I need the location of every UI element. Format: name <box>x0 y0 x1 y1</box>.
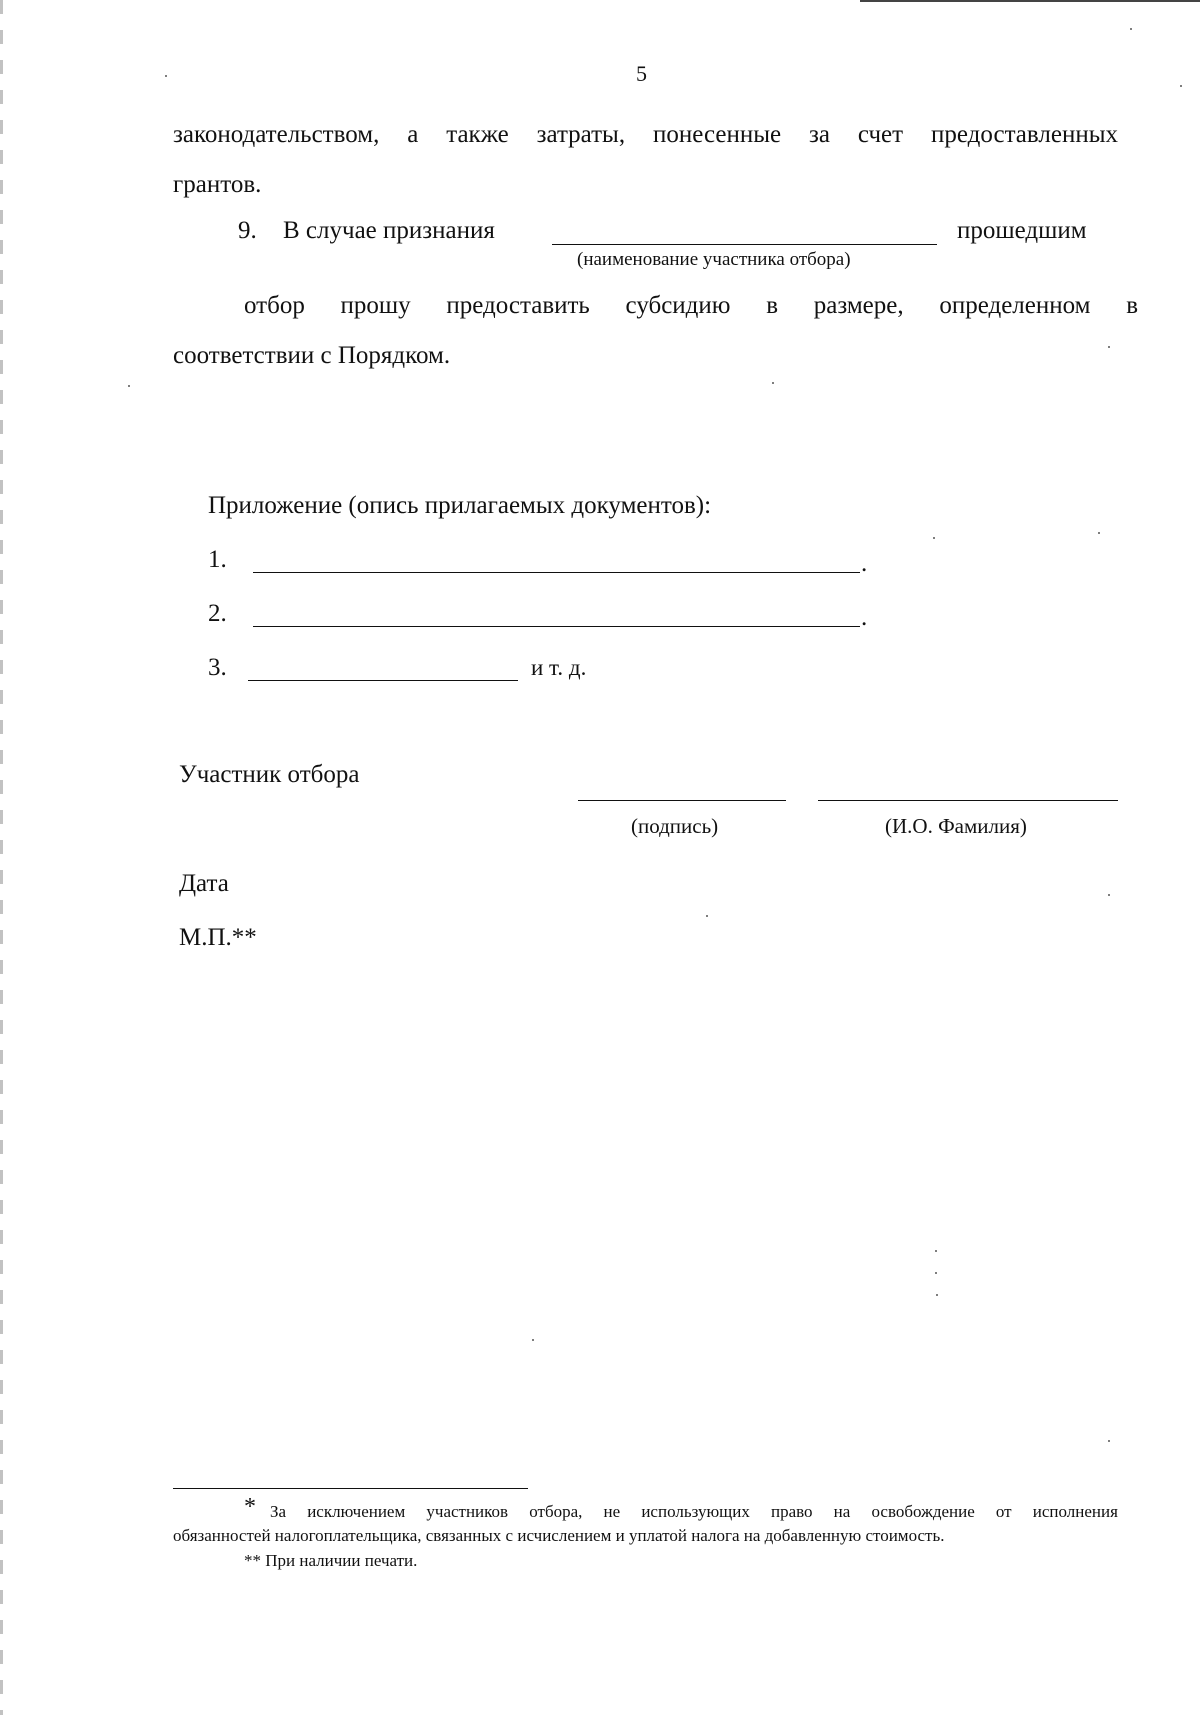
page-number: 5 <box>636 61 647 86</box>
word: от <box>995 1502 1012 1521</box>
participant-name-blank[interactable] <box>552 244 937 245</box>
word: не <box>603 1502 621 1521</box>
word: определенном <box>939 292 1091 319</box>
word: прошу <box>340 292 411 319</box>
attachment-2-blank[interactable] <box>253 626 860 627</box>
scan-left-edge <box>0 0 3 1715</box>
attachment-1-end: . <box>861 550 868 577</box>
signature-blank[interactable] <box>578 800 786 801</box>
word: за <box>809 121 830 148</box>
footnote-1-marker: * <box>244 1494 256 1520</box>
word: освобождение <box>871 1502 975 1521</box>
continuation-line-1 <box>173 121 1118 149</box>
name-caption: (И.О. Фамилия) <box>885 814 1027 838</box>
word: счет <box>857 121 904 148</box>
item-9-line-2 <box>244 292 1138 320</box>
word: отбор <box>244 292 305 319</box>
word: размере, <box>813 292 904 319</box>
word: в <box>1126 292 1138 319</box>
footnote-1-line-1 <box>270 1502 1118 1522</box>
item-9-lead: В случае признания <box>283 217 495 244</box>
word: исполнения <box>1032 1502 1118 1521</box>
word: предоставленных <box>930 121 1118 148</box>
word: предоставить <box>446 292 590 319</box>
participant-label: Участник отбора <box>179 761 360 788</box>
word: а <box>407 121 419 148</box>
attachment-2-end: . <box>861 604 868 631</box>
word: участников <box>426 1502 509 1521</box>
scan-speck <box>532 1339 534 1341</box>
attachment-3-blank[interactable] <box>248 680 518 681</box>
scan-speck <box>935 1272 937 1274</box>
word: За <box>270 1502 287 1521</box>
scan-speck <box>1180 85 1182 87</box>
word: законодательством, <box>173 121 380 148</box>
item-9-trailing: прошедшим <box>957 217 1087 244</box>
footnote-1-line-2: обязанностей налогоплательщика, связанных с исчислением и уплатой налога на добавленную стоимость. <box>173 1526 945 1545</box>
scan-top-edge <box>860 0 1200 2</box>
word: исключением <box>307 1502 406 1521</box>
scan-speck <box>772 382 774 384</box>
attachment-3-number: 3. <box>208 654 227 681</box>
scan-speck <box>128 385 130 387</box>
word: право <box>770 1502 813 1521</box>
scan-speck <box>935 1250 937 1252</box>
item-9-number: 9. <box>238 217 257 244</box>
scan-speck <box>933 537 935 539</box>
scan-speck <box>165 75 167 77</box>
word: использующих <box>641 1502 750 1521</box>
word: субсидию <box>625 292 731 319</box>
attachment-2-number: 2. <box>208 600 227 627</box>
signature-caption: (подпись) <box>631 814 719 838</box>
stamp-label: М.П.** <box>179 924 257 951</box>
scan-speck <box>706 915 708 917</box>
scan-speck <box>1108 346 1110 348</box>
scan-speck <box>936 1294 938 1296</box>
scan-speck <box>1098 532 1100 534</box>
attachment-1-blank[interactable] <box>253 572 860 573</box>
scan-speck <box>1108 894 1110 896</box>
continuation-line-2: грантов. <box>173 171 262 198</box>
name-blank[interactable] <box>818 800 1118 801</box>
footnote-separator <box>173 1488 528 1489</box>
word: понесенные <box>653 121 782 148</box>
footnote-2: ** При наличии печати. <box>244 1551 418 1570</box>
attachment-etc: и т. д. <box>531 655 587 680</box>
word: на <box>833 1502 851 1521</box>
word: затраты, <box>536 121 626 148</box>
item-9-line-3: соответствии с Порядком. <box>173 342 451 369</box>
date-label: Дата <box>179 870 229 897</box>
scan-speck <box>1108 1440 1110 1442</box>
word: также <box>446 121 509 148</box>
attachment-1-number: 1. <box>208 546 227 573</box>
attachments-heading: Приложение (опись прилагаемых документов): <box>208 492 712 519</box>
participant-name-caption: (наименование участника отбора) <box>577 249 851 270</box>
scan-speck <box>1130 28 1132 30</box>
word: отбора, <box>529 1502 583 1521</box>
word: в <box>766 292 778 319</box>
